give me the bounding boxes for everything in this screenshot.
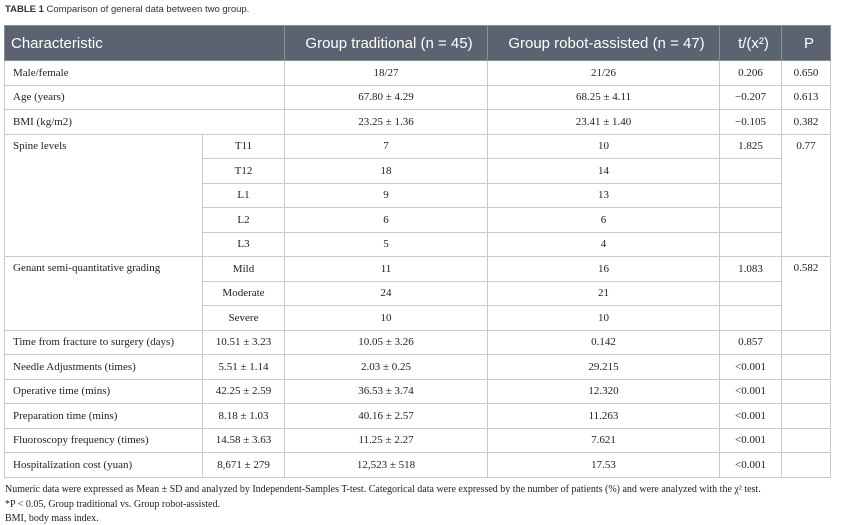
cell: 12.320 [488, 379, 720, 404]
cell: <0.001 [720, 453, 782, 478]
cell: 7.621 [488, 428, 720, 453]
cell: 23.41 ± 1.40 [488, 110, 720, 135]
table-row [5, 110, 831, 135]
cell: 9 [285, 183, 488, 208]
cell: 36.53 ± 3.74 [285, 379, 488, 404]
cell: 40.16 ± 2.57 [285, 404, 488, 429]
cell: 21 [488, 281, 720, 306]
cell [782, 453, 831, 478]
cell: 10 [285, 306, 488, 331]
cell: 5.51 ± 1.14 [203, 355, 285, 380]
cell: 24 [285, 281, 488, 306]
cell: 0.650 [782, 61, 831, 86]
subgroup-label: L1 [203, 183, 285, 208]
cell: 11 [285, 257, 488, 282]
cell: <0.001 [720, 379, 782, 404]
cell [782, 355, 831, 380]
cell: 0.382 [782, 110, 831, 135]
subgroup-label: Mild [203, 257, 285, 282]
cell [720, 306, 782, 331]
footnote-significance: *P < 0.05, Group traditional vs. Group robot-assisted. [5, 499, 220, 510]
table-row [5, 355, 831, 380]
table-row [5, 428, 831, 453]
cell: 0.77 [782, 134, 831, 257]
cell: 7 [285, 134, 488, 159]
cell: 29.215 [488, 355, 720, 380]
subgroup-label: Severe [203, 306, 285, 331]
cell: 5 [285, 232, 488, 257]
header-t: t/(x²) [720, 26, 782, 61]
subgroup-label: L2 [203, 208, 285, 233]
cell [782, 330, 831, 355]
cell: 0.206 [720, 61, 782, 86]
cell: 6 [285, 208, 488, 233]
table-row [5, 85, 831, 110]
footnote-methods: Numeric data were expressed as Mean ± SD and analyzed by Independent-Samples T-test. Categorical data were expressed by the number of patients (%) and were analyzed with the χ² test. [5, 484, 761, 495]
cell: 67.80 ± 4.29 [285, 85, 488, 110]
caption-label: TABLE 1 [5, 4, 44, 15]
cell: 11.263 [488, 404, 720, 429]
cell: 1.083 [720, 257, 782, 282]
cell: 21/26 [488, 61, 720, 86]
cell: <0.001 [720, 428, 782, 453]
cell: <0.001 [720, 404, 782, 429]
table-row [5, 257, 831, 282]
cell [782, 428, 831, 453]
cell: 68.25 ± 4.11 [488, 85, 720, 110]
cell: 10 [488, 306, 720, 331]
cell: 10 [488, 134, 720, 159]
cell: 0.613 [782, 85, 831, 110]
row-label: Preparation time (mins) [5, 404, 203, 429]
cell: 0.582 [782, 257, 831, 331]
cell: 14.58 ± 3.63 [203, 428, 285, 453]
cell: 23.25 ± 1.36 [285, 110, 488, 135]
cell [782, 379, 831, 404]
caption-text: Comparison of general data between two group. [46, 4, 250, 15]
subgroup-label: T12 [203, 159, 285, 184]
cell: 16 [488, 257, 720, 282]
row-label: Hospitalization cost (yuan) [5, 453, 203, 478]
cell: 17.53 [488, 453, 720, 478]
table-row [5, 404, 831, 429]
row-label: Operative time (mins) [5, 379, 203, 404]
cell: 1.825 [720, 134, 782, 159]
cell: 10.51 ± 3.23 [203, 330, 285, 355]
row-label: Fluoroscopy frequency (times) [5, 428, 203, 453]
cell: <0.001 [720, 355, 782, 380]
cell: 14 [488, 159, 720, 184]
cell: 13 [488, 183, 720, 208]
cell: 0.857 [720, 330, 782, 355]
row-label: Genant semi-quantitative grading [5, 257, 203, 331]
table-row [5, 453, 831, 478]
cell: 18 [285, 159, 488, 184]
table-row [5, 61, 831, 86]
header-characteristic: Characteristic [5, 26, 285, 61]
cell: 12,523 ± 518 [285, 453, 488, 478]
table-row [5, 330, 831, 355]
header-row [5, 26, 831, 61]
table-caption [5, 4, 249, 15]
cell: 4 [488, 232, 720, 257]
row-label: Needle Adjustments (times) [5, 355, 203, 380]
cell [720, 208, 782, 233]
cell: 6 [488, 208, 720, 233]
cell: 8,671 ± 279 [203, 453, 285, 478]
cell: −0.105 [720, 110, 782, 135]
cell [720, 183, 782, 208]
cell: 18/27 [285, 61, 488, 86]
cell: 8.18 ± 1.03 [203, 404, 285, 429]
cell: −0.207 [720, 85, 782, 110]
subgroup-label: L3 [203, 232, 285, 257]
row-label: Male/female [5, 61, 285, 86]
cell: 10.05 ± 3.26 [285, 330, 488, 355]
row-label: BMI (kg/m2) [5, 110, 285, 135]
header-p: P [782, 26, 831, 61]
cell: 11.25 ± 2.27 [285, 428, 488, 453]
header-traditional: Group traditional (n = 45) [285, 26, 488, 61]
row-label: Spine levels [5, 134, 203, 257]
footnote-abbreviation: BMI, body mass index. [5, 513, 99, 524]
table-row [5, 379, 831, 404]
cell [782, 404, 831, 429]
cell: 0.142 [488, 330, 720, 355]
header-robot: Group robot-assisted (n = 47) [488, 26, 720, 61]
cell: 42.25 ± 2.59 [203, 379, 285, 404]
comparison-table [4, 25, 831, 478]
table-row [5, 134, 831, 159]
cell [720, 232, 782, 257]
subgroup-label: T11 [203, 134, 285, 159]
row-label: Time from fracture to surgery (days) [5, 330, 203, 355]
subgroup-label: Moderate [203, 281, 285, 306]
cell: 2.03 ± 0.25 [285, 355, 488, 380]
cell [720, 281, 782, 306]
cell [720, 159, 782, 184]
row-label: Age (years) [5, 85, 285, 110]
